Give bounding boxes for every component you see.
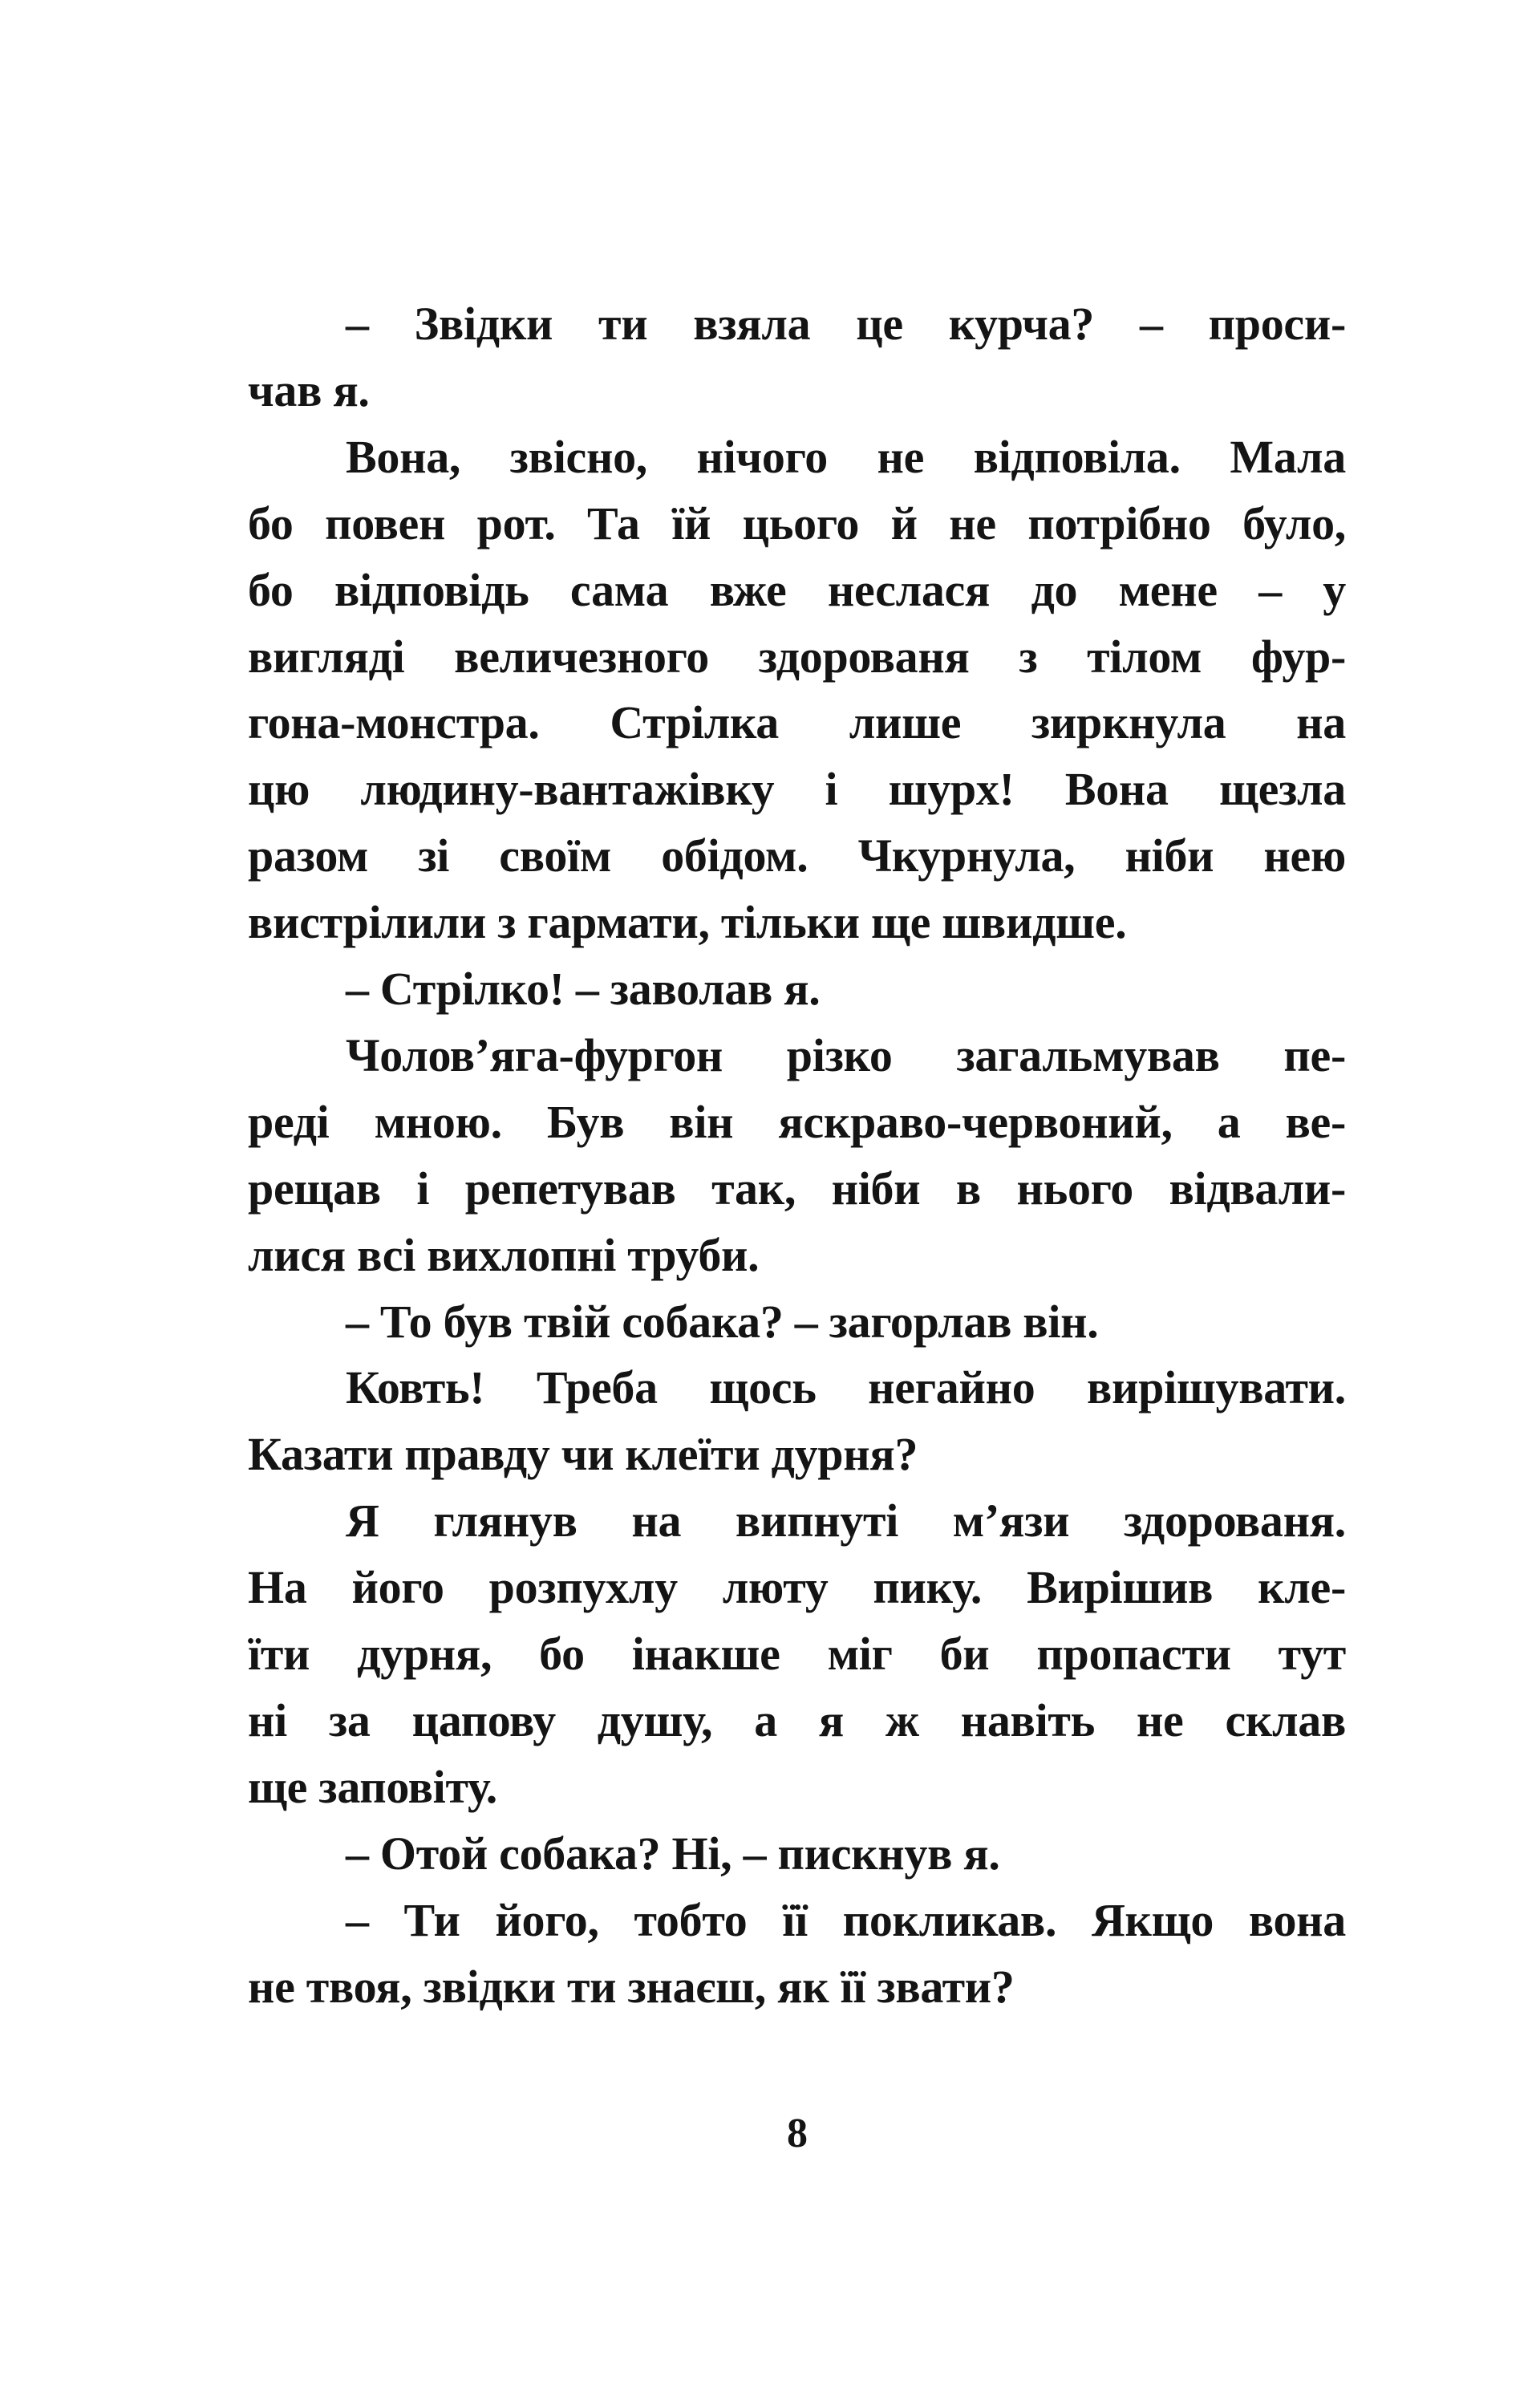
text-line: бо відповідь сама вже неслася до мене – у xyxy=(248,563,1346,616)
text-line: ні за цапову душу, а я ж навіть не склав xyxy=(248,1693,1346,1746)
text-line: Вона, звісно, нічого не відповіла. Мала xyxy=(346,430,1346,483)
text-line: їти дурня, бо інакше міг би пропасти тут xyxy=(248,1628,1346,1680)
text-line: – Ти його, тобто її покликав. Якщо вона xyxy=(346,1893,1346,1946)
text-line: реді мною. Був він яскраво-червоний, а ве- xyxy=(248,1095,1346,1148)
text-line: – То був твій собака? – загорлав він. xyxy=(346,1295,1099,1348)
text-line: вистрілили з гармати, тільки ще швидше. xyxy=(248,896,1127,949)
text-line: не твоя, звідки ти знаєш, як її звати? xyxy=(248,1960,1015,2013)
page-number: 8 xyxy=(787,2111,808,2156)
text-line: – Звідки ти взяла це курча? – проси- xyxy=(346,298,1346,350)
text-line: лися всі вихлопні труби. xyxy=(248,1228,760,1281)
text-line: ще заповіту. xyxy=(248,1760,497,1813)
text-line: гона-монстра. Стрілка лише зиркнула на xyxy=(248,696,1346,749)
text-line: бо повен рот. Та їй цього й не потрібно було, xyxy=(248,497,1346,550)
text-line: рещав і репетував так, ніби в нього відвали- xyxy=(248,1162,1346,1215)
text-line: Ковть! Треба щось негайно вирішувати. xyxy=(346,1361,1346,1414)
text-line: – Стрілко! – заволав я. xyxy=(346,963,821,1015)
text-line: чав я. xyxy=(248,363,370,416)
text-line: Чолов’яга-фургон різко загальмував пе- xyxy=(346,1028,1346,1081)
text-line: Казати правду чи клеїти дурня? xyxy=(248,1428,918,1481)
text-line: На його розпухлу люту пику. Вирішив кле- xyxy=(248,1561,1346,1614)
text-line: Я глянув на випнуті м’язи здорованя. xyxy=(346,1495,1346,1547)
text-line: цю людину-вантажівку і шурх! Вона щезла xyxy=(248,763,1346,816)
text-line: вигляді величезного здорованя з тілом фур- xyxy=(248,630,1346,683)
text-line: – Отой собака? Ні, – пискнув я. xyxy=(346,1827,1000,1880)
text-line: разом зі своїм обідом. Чкурнула, ніби нею xyxy=(248,829,1346,882)
